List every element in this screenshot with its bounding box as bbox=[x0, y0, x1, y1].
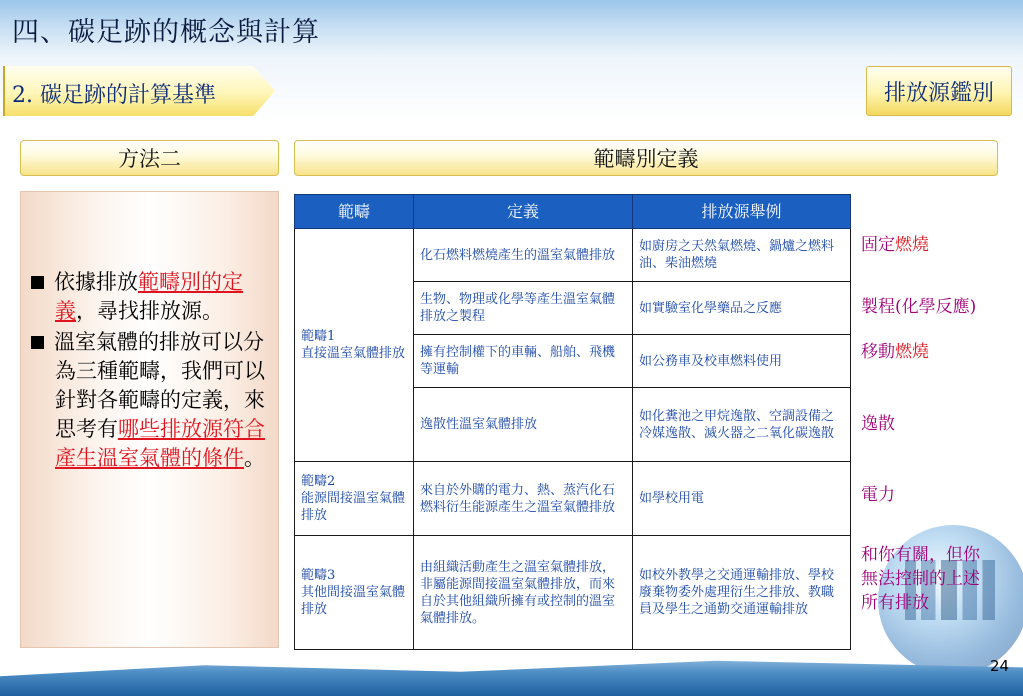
label-text-red: 燃燒 bbox=[895, 235, 929, 255]
col-header-scope: 範疇 bbox=[295, 195, 414, 229]
scope-table bbox=[294, 194, 851, 650]
page-title: 四、碳足跡的概念與計算 bbox=[12, 17, 320, 48]
example-cell: 如實驗室化學藥品之反應 bbox=[633, 282, 851, 335]
scope2-cell: 範疇2 能源間接溫室氣體排放 bbox=[295, 462, 414, 536]
bullet-square-icon bbox=[31, 336, 44, 349]
section-tab-label: 2. 碳足跡的計算基準 bbox=[12, 83, 216, 108]
bullet-square-icon bbox=[31, 276, 44, 289]
method-header: 方法二 bbox=[20, 140, 279, 176]
definition-cell: 化石燃料燃燒產生的溫室氣體排放 bbox=[414, 229, 633, 282]
bullet-2 bbox=[31, 328, 266, 473]
example-cell: 如校外教學之交通運輸排放、學校廢棄物委外處理衍生之排放、教職員及學生之通勤交通運輸排放 bbox=[633, 536, 851, 650]
label-other: 和你有關，但你無法控制的上述所有排放 bbox=[861, 545, 980, 613]
bullet-2-tail: 。 bbox=[244, 446, 265, 470]
footer-wave bbox=[0, 652, 1023, 696]
table-row bbox=[295, 462, 851, 536]
label-electricity: 電力 bbox=[861, 485, 895, 505]
emission-source-button[interactable]: 排放源鑑別 bbox=[866, 66, 1012, 116]
label-fixed-combustion bbox=[861, 233, 929, 257]
bullet-1-tail: ，尋找排放源。 bbox=[76, 299, 223, 323]
label-mobile-combustion bbox=[861, 340, 929, 364]
definition-cell: 逸散性溫室氣體排放 bbox=[414, 388, 633, 462]
definition-cell: 生物、物理或化學等產生溫室氣體排放之製程 bbox=[414, 282, 633, 335]
table-header-row bbox=[295, 195, 851, 229]
example-cell: 如廚房之天然氣燃燒、鍋爐之燃料油、柴油燃燒 bbox=[633, 229, 851, 282]
scope3-cell: 範疇3 其他間接溫室氣體排放 bbox=[295, 536, 414, 650]
definition-cell: 由組織活動產生之溫室氣體排放，非屬能源間接溫室氣體排放，而來自於其他組織所擁有或控制的溫室氣體排放。 bbox=[414, 536, 633, 650]
col-header-definition: 定義 bbox=[414, 195, 633, 229]
bullet-2-text: 溫室氣體的排放可以分為三種範疇，我們可以針對各範疇的定義，來思考有 bbox=[54, 330, 265, 441]
table-row bbox=[295, 536, 851, 650]
bullet-2-highlight: 哪些排放源符合產生溫室氣體的條件 bbox=[55, 417, 265, 470]
example-cell: 如公務車及校車燃料使用 bbox=[633, 335, 851, 388]
example-cell: 如學校用電 bbox=[633, 462, 851, 536]
label-text: 固定 bbox=[861, 235, 895, 255]
scope-definition-header: 範疇別定義 bbox=[294, 140, 998, 176]
bullet-1-highlight: 範疇別的定義 bbox=[55, 270, 243, 323]
label-fugitive: 逸散 bbox=[861, 414, 895, 434]
definition-cell: 擁有控制權下的車輛、船舶、飛機等運輸 bbox=[414, 335, 633, 388]
col-header-example: 排放源舉例 bbox=[633, 195, 851, 229]
side-panel bbox=[20, 191, 279, 648]
table-row bbox=[295, 229, 851, 282]
label-process: 製程(化學反應) bbox=[861, 297, 977, 317]
scope1-cell: 範疇1 直接溫室氣體排放 bbox=[295, 229, 414, 462]
label-text: 移動 bbox=[861, 342, 895, 362]
bullet-1-text: 依據排放 bbox=[54, 270, 138, 294]
example-cell: 如化糞池之甲烷逸散、空調設備之冷媒逸散、滅火器之二氧化碳逸散 bbox=[633, 388, 851, 462]
label-text-red: 燃燒 bbox=[895, 342, 929, 362]
page-number: 24 bbox=[990, 657, 1010, 675]
bullet-1 bbox=[31, 268, 266, 326]
definition-cell: 來自於外購的電力、熱、蒸汽化石燃料衍生能源產生之溫室氣體排放 bbox=[414, 462, 633, 536]
